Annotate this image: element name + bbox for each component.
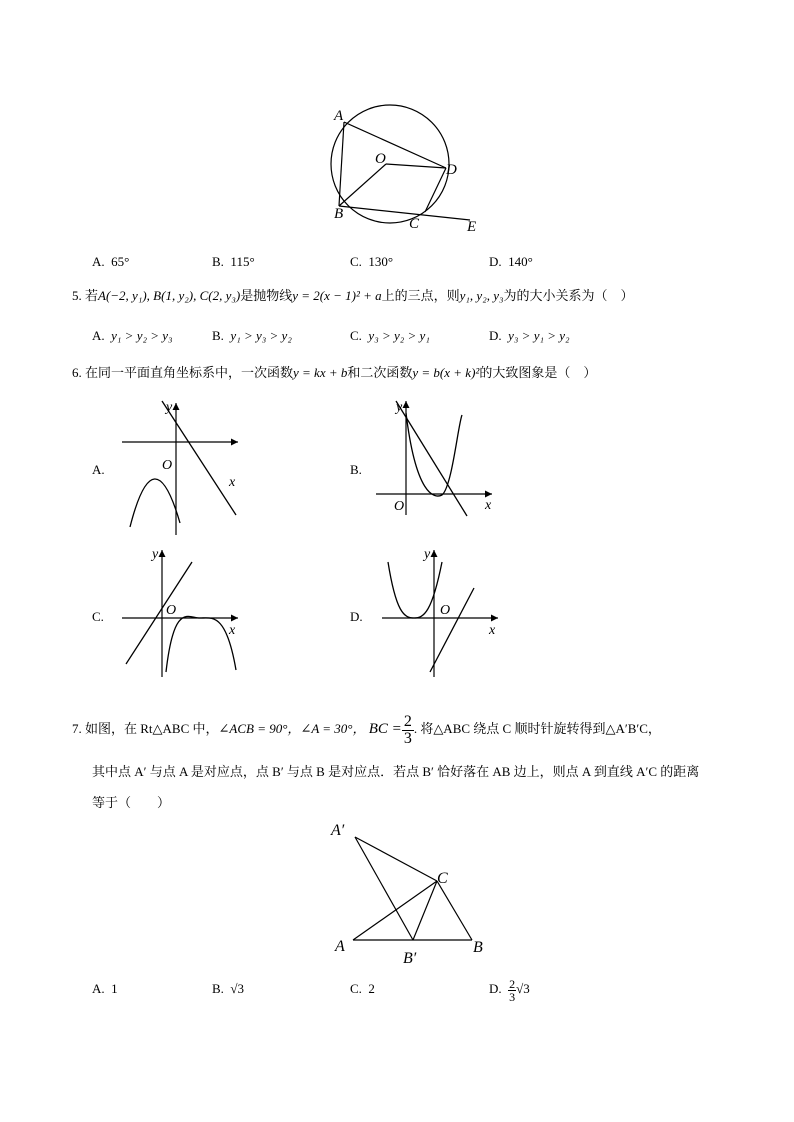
q7-option-d[interactable]	[489, 972, 530, 1006]
math-vars: y₁, y₂, y₃	[459, 288, 504, 303]
question-number: 6.	[72, 365, 82, 380]
x-label: x	[229, 475, 236, 490]
numerator: 2	[509, 976, 516, 991]
label-b-prime: B′	[403, 950, 417, 965]
parabola	[130, 479, 180, 527]
label-e: E	[467, 219, 477, 235]
q6-graph-d[interactable]	[378, 542, 508, 682]
option-key: B.	[212, 981, 224, 996]
q5-option-a[interactable]	[92, 327, 173, 345]
option-key: A.	[92, 981, 105, 996]
origin-label: O	[440, 603, 451, 618]
q7-option-c[interactable]	[350, 980, 375, 998]
math-angle: ∠A = 30°，	[300, 721, 366, 736]
option-key: D.	[489, 254, 502, 269]
q4-option-d[interactable]	[489, 253, 533, 271]
option-key: C.	[350, 328, 362, 343]
option-text: √3	[230, 981, 245, 996]
q5-option-c[interactable]	[350, 327, 430, 345]
linear-line	[430, 588, 474, 672]
option-text: 130°	[368, 254, 394, 269]
option-text: 1	[111, 981, 118, 996]
option-text: y₁ > y₃ > y₂	[230, 328, 292, 343]
label-a: A	[334, 108, 344, 124]
q6-option-c-label[interactable]: C.	[92, 609, 104, 624]
linear-line	[126, 562, 192, 664]
label-o: O	[375, 151, 386, 167]
stem-text: 是抛物线	[240, 288, 293, 303]
q4-option-c[interactable]	[350, 253, 393, 271]
stem-text: 上的三点，则	[381, 288, 460, 303]
denominator: 3	[509, 989, 516, 1004]
option-text: y₃ > y₂ > y₁	[368, 328, 430, 343]
q7-stem-line3: 等于（ ）	[92, 795, 171, 810]
question-number: 5.	[72, 288, 82, 303]
label-b: B	[334, 206, 344, 222]
segment-cb	[437, 881, 472, 940]
math-formula: y = 2(x − 1)² + a	[292, 288, 382, 303]
math-angle: ∠ACB = 90°，	[218, 721, 301, 736]
math-points: A(−2, y₁), B(1, y₂), C(2, y₃)	[98, 288, 241, 303]
q4-option-b[interactable]	[212, 253, 255, 271]
option-text: 140°	[508, 254, 533, 269]
q7-stem-line1	[72, 712, 661, 746]
question-number: 7.	[72, 721, 82, 736]
segment-ad	[344, 122, 446, 168]
origin-label: O	[166, 603, 177, 618]
q7-stem-line2: 其中点 A′ 与点 A 是对应点，点 B′ 与点 B 是对应点．若点 B′ 恰好落在 AB 边上，则点 A 到直线 A′C 的距离	[92, 764, 700, 779]
segment-be	[339, 206, 470, 220]
q7-option-a[interactable]	[92, 980, 118, 998]
q4-circle-figure	[320, 100, 500, 240]
q6-graph-a[interactable]	[118, 395, 248, 540]
linear-line	[162, 401, 236, 515]
option-key: A.	[92, 254, 105, 269]
origin-label: O	[162, 458, 173, 473]
y-label: y	[166, 400, 173, 415]
option-root: √3	[516, 981, 530, 996]
option-text: y₁ > y₂ > y₃	[111, 328, 173, 343]
y-label: y	[152, 547, 159, 562]
label-a: A	[335, 938, 345, 955]
parabola	[406, 413, 462, 496]
label-b: B	[473, 939, 483, 956]
q6-graph-c[interactable]	[118, 542, 248, 682]
option-key: D.	[489, 328, 502, 343]
label-d: D	[446, 162, 457, 178]
denominator: 3	[403, 729, 412, 747]
parabola	[166, 616, 236, 672]
q6-option-a-label[interactable]: A.	[92, 462, 105, 477]
q5-option-b[interactable]	[212, 327, 292, 345]
stem-text: . 将△ABC 绕点 C 顺时针旋转得到△A′B′C，	[413, 721, 661, 736]
q6-graph-b[interactable]	[372, 395, 502, 525]
q4-option-a[interactable]	[92, 253, 129, 271]
fraction-two-thirds	[508, 978, 516, 1003]
option-key: B.	[212, 328, 224, 343]
math-bc: BC =	[368, 721, 402, 737]
x-label: x	[485, 498, 492, 513]
stem-text: 在同一平面直角坐标系中，一次函数	[85, 365, 294, 380]
stem-text: 若	[85, 288, 99, 303]
segment-ob	[339, 164, 386, 206]
option-text: 115°	[230, 254, 255, 269]
option-text: 65°	[111, 254, 130, 269]
stem-text: 如图，在 Rt△ABC 中，	[85, 721, 219, 736]
label-a-prime: A′	[331, 822, 345, 839]
stem-text: 为的大小关系为（ ）	[503, 288, 634, 303]
y-label: y	[424, 547, 431, 562]
q7-triangle-figure	[325, 815, 505, 965]
y-label: y	[396, 400, 403, 415]
option-text: 2	[368, 981, 375, 996]
q5-option-d[interactable]	[489, 327, 570, 345]
x-label: x	[489, 623, 496, 638]
q6-stem	[72, 364, 596, 382]
math-formula: y = kx + b	[293, 365, 348, 380]
x-label: x	[229, 623, 236, 638]
label-c: C	[409, 216, 420, 232]
stem-text: 的大致图象是（ ）	[479, 365, 597, 380]
q6-option-b-label[interactable]: B.	[350, 462, 362, 477]
stem-text: 和二次函数	[347, 365, 413, 380]
option-key: B.	[212, 254, 224, 269]
option-key: C.	[350, 254, 362, 269]
numerator: 2	[403, 712, 412, 730]
q5-stem	[72, 287, 634, 305]
fraction-two-thirds	[402, 714, 414, 747]
option-key: D.	[489, 981, 502, 996]
segment-od	[386, 164, 446, 168]
option-text: y₃ > y₁ > y₂	[508, 328, 570, 343]
origin-label: O	[394, 499, 405, 514]
segment-ab	[339, 122, 344, 206]
q7-option-b[interactable]	[212, 980, 244, 998]
math-formula: y = b(x + k)²	[412, 365, 480, 380]
option-key: C.	[350, 981, 362, 996]
q6-option-d-label[interactable]: D.	[350, 609, 363, 624]
option-key: A.	[92, 328, 105, 343]
label-c: C	[437, 870, 448, 887]
